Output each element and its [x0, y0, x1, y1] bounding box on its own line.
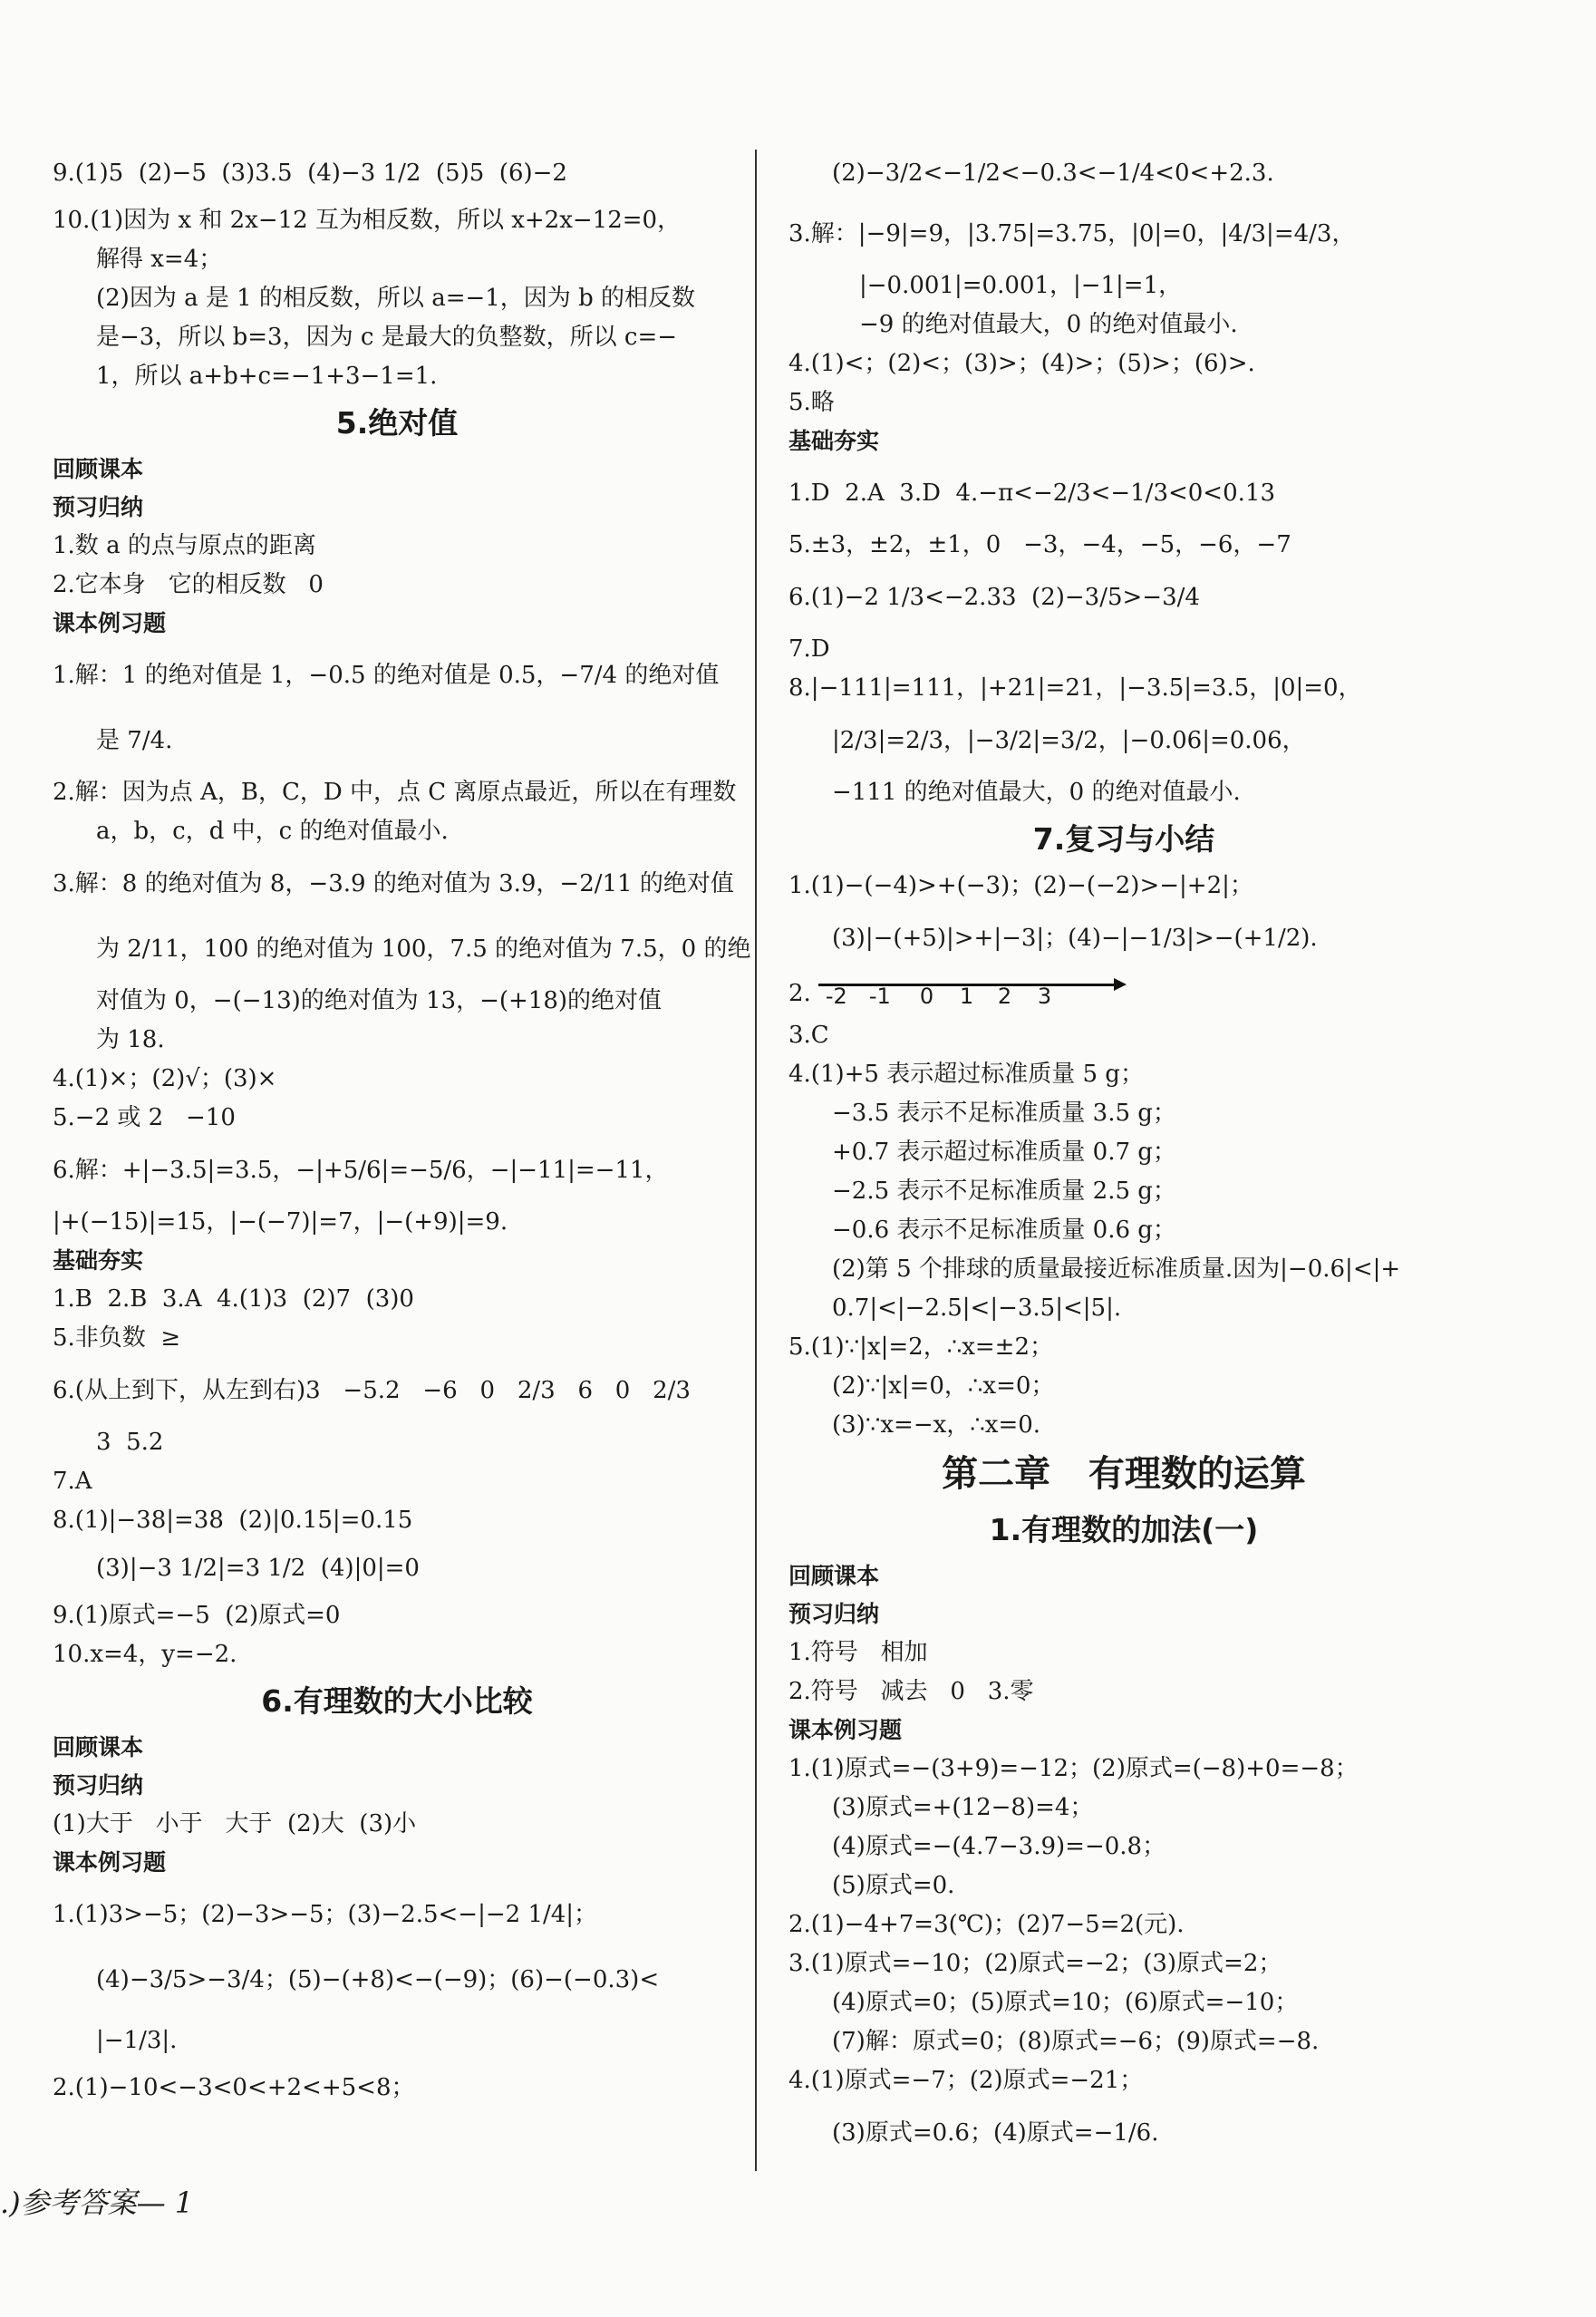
- answer-line: 1.数 a 的点与原点的距离: [53, 532, 316, 559]
- answer-line: 5.(1)∵|x|=2，∴x=±2；: [788, 1333, 1054, 1361]
- answer-line: (3)|−3 1/2|=3 1/2 (4)|0|=0: [96, 1555, 420, 1582]
- answer-line: 3.C: [788, 1022, 829, 1049]
- column-divider: [755, 150, 757, 2171]
- answer-line: 3.解：|−9|=9，|3.75|=3.75，|0|=0，|4/3|=4/3，: [788, 220, 1356, 247]
- answer-line: −111 的绝对值最大，0 的绝对值最小.: [832, 779, 1241, 806]
- answer-line: |2/3|=2/3，|−3/2|=3/2，|−0.06|=0.06，: [832, 727, 1306, 754]
- answer-line: 5.−2 或 2 −10: [53, 1104, 236, 1131]
- chapter-title: 第二章 有理数的运算: [942, 1453, 1306, 1495]
- answer-line: 6.解：+|−3.5|=3.5，−|+5/6|=−5/6，−|−11|=−11，: [53, 1157, 669, 1184]
- subheading: 基础夯实: [53, 1247, 144, 1274]
- answer-line: (2)∵|x|=0，∴x=0；: [832, 1372, 1055, 1400]
- answer-line: 解得 x=4；: [96, 246, 223, 273]
- answer-line: 5.±3，±2，±1，0 −3，−4，−5，−6，−7: [788, 531, 1291, 558]
- answer-line: −2.5 表示不足标准质量 2.5 g；: [832, 1178, 1176, 1205]
- answer-line: 为 2/11，100 的绝对值为 100，7.5 的绝对值为 7.5，0 的绝: [96, 936, 751, 963]
- answer-line: 是 7/4.: [96, 727, 173, 754]
- answer-line: |−0.001|=0.001，|−1|=1，: [859, 272, 1183, 299]
- answer-line: 3.(1)原式=−10；(2)原式=−2；(3)原式=2；: [788, 1950, 1282, 1977]
- number-line-tick: -1: [868, 984, 891, 1009]
- subheading: 回顾课本: [788, 1563, 880, 1589]
- answer-line: 5.非负数 ≥: [53, 1324, 181, 1352]
- arrow-right-icon: [1114, 978, 1127, 991]
- answer-line: 6.(从上到下，从左到右)3 −5.2 −6 0 2/3 6 0 2/3: [53, 1377, 691, 1404]
- subheading: 回顾课本: [53, 456, 144, 482]
- answer-line: (4)原式=−(4.7−3.9)=−0.8；: [832, 1833, 1166, 1860]
- subheading: 预习归纳: [53, 494, 144, 520]
- left-column: [53, 145, 751, 2108]
- answer-line: (4)−3/5>−3/4；(5)−(+8)<−(−9)；(6)−(−0.3)<: [96, 1966, 660, 1993]
- answer-line: 3 5.2: [96, 1429, 164, 1456]
- number-line-tick: 3: [1037, 984, 1052, 1009]
- answer-line: 为 18.: [96, 1026, 165, 1053]
- number-line-tick: 2: [997, 984, 1012, 1009]
- answer-line: 8.(1)|−38|=38 (2)|0.15|=0.15: [53, 1507, 413, 1534]
- answer-line: (2)−3/2<−1/2<−0.3<−1/4<0<+2.3.: [832, 160, 1274, 187]
- answer-line: 是−3，所以 b=3，因为 c 是最大的负整数，所以 c=−: [96, 324, 678, 351]
- answer-line: 2.它本身 它的相反数 0: [53, 571, 324, 598]
- answer-line: 10.(1)因为 x 和 2x−12 互为相反数，所以 x+2x−12=0，: [53, 207, 682, 234]
- subheading: 预习归纳: [53, 1772, 144, 1798]
- answer-line: 6.(1)−2 1/3<−2.33 (2)−3/5>−3/4: [788, 584, 1200, 611]
- number-line-tick: 0: [919, 984, 934, 1009]
- answer-line: 3.解：8 的绝对值为 8，−3.9 的绝对值为 3.9，−2/11 的绝对值: [53, 870, 734, 897]
- number-line-tick: 1: [959, 984, 974, 1009]
- answer-line: 4.(1)+5 表示超过标准质量 5 g；: [788, 1061, 1144, 1088]
- subheading: 预习归纳: [788, 1601, 880, 1627]
- answer-line: (3)原式=+(12−8)=4；: [832, 1794, 1094, 1821]
- section-title: 7.复习与小结: [1032, 821, 1215, 857]
- answer-line: (2)第 5 个排球的质量最接近标准质量.因为|−0.6|<|+: [832, 1255, 1401, 1283]
- subheading: 课本例习题: [53, 610, 167, 636]
- answer-line: a，b，c，d 中，c 的绝对值最小.: [96, 818, 449, 845]
- answer-line: (7)解：原式=0；(8)原式=−6；(9)原式=−8.: [832, 2028, 1320, 2055]
- answer-line: 7.A: [53, 1468, 92, 1495]
- number-line-tick: -2: [825, 984, 847, 1009]
- answer-line: 2.解：因为点 A，B，C，D 中，点 C 离原点最近，所以在有理数: [53, 779, 737, 806]
- section-title: 6.有理数的大小比较: [261, 1683, 533, 1719]
- answer-line: 8.|−111|=111，|+21|=21，|−3.5|=3.5，|0|=0，: [788, 674, 1362, 702]
- subheading: 课本例习题: [53, 1849, 167, 1876]
- answer-line: |−1/3|.: [96, 2027, 178, 2054]
- answer-line: 对值为 0，−(−13)的绝对值为 13，−(+18)的绝对值: [96, 987, 663, 1014]
- answer-line: 2.(1)−10<−3<0<+2<+5<8；: [53, 2074, 415, 2101]
- answer-line: +0.7 表示超过标准质量 0.7 g；: [832, 1139, 1176, 1166]
- answer-line: 1.符号 相加: [788, 1639, 928, 1666]
- answer-line: (3)∵x=−x，∴x=0.: [832, 1411, 1041, 1439]
- section-title: 1.有理数的加法(一): [989, 1512, 1259, 1547]
- answer-line: −3.5 表示不足标准质量 3.5 g；: [832, 1100, 1176, 1127]
- answer-line: 10.x=4，y=−2.: [53, 1641, 237, 1668]
- answer-line: 4.(1)×；(2)√；(3)×: [53, 1065, 277, 1092]
- answer-line: 4.(1)<；(2)<；(3)>；(4)>；(5)>；(6)>.: [788, 350, 1255, 377]
- answer-line: (5)原式=0.: [832, 1872, 955, 1899]
- answer-line: 9.(1)原式=−5 (2)原式=0: [53, 1602, 341, 1629]
- answer-line: (3)原式=0.6；(4)原式=−1/6.: [832, 2119, 1159, 2147]
- answer-line: 7.D: [788, 635, 830, 663]
- answer-line: 0.7|<|−2.5|<|−3.5|<|5|.: [832, 1294, 1122, 1322]
- answer-line: −9 的绝对值最大，0 的绝对值最小.: [859, 311, 1238, 338]
- answer-line: 9.(1)5 (2)−5 (3)3.5 (4)−3 1/2 (5)5 (6)−2: [53, 160, 567, 187]
- answer-line: 1.(1)3>−5；(2)−3>−5；(3)−2.5<−|−2 1/4|；: [53, 1901, 598, 1928]
- right-column: [788, 145, 1459, 2166]
- answer-line: |+(−15)|=15，|−(−7)|=7，|−(+9)|=9.: [53, 1208, 508, 1236]
- answer-line: 1.D 2.A 3.D 4.−π<−2/3<−1/3<0<0.13: [788, 480, 1275, 507]
- answer-line: 2.(1)−4+7=3(℃)；(2)7−5=2(元).: [788, 1911, 1185, 1938]
- answer-line: 2.符号 减去 0 3.零: [788, 1678, 1034, 1705]
- answer-line: 5.略: [788, 389, 835, 416]
- answer-line: 1.解：1 的绝对值是 1，−0.5 的绝对值是 0.5，−7/4 的绝对值: [53, 662, 720, 689]
- section-title: 5.绝对值: [335, 405, 459, 441]
- answer-line: 4.(1)原式=−7；(2)原式=−21；: [788, 2067, 1144, 2094]
- subheading: 回顾课本: [53, 1734, 144, 1760]
- number-line-label: 2.: [788, 980, 811, 1007]
- answer-line: 1.B 2.B 3.A 4.(1)3 (2)7 (3)0: [53, 1285, 414, 1313]
- answer-line: 1.(1)原式=−(3+9)=−12；(2)原式=(−8)+0=−8；: [788, 1755, 1359, 1782]
- answer-line: 1，所以 a+b+c=−1+3−1=1.: [96, 363, 438, 390]
- subheading: 课本例习题: [788, 1717, 903, 1743]
- answer-line: (2)因为 a 是 1 的相反数，所以 a=−1，因为 b 的相反数: [96, 285, 695, 312]
- answer-line: 1.(1)−(−4)>+(−3)；(2)−(−2)>−|+2|；: [788, 872, 1253, 899]
- answer-line: (4)原式=0；(5)原式=10；(6)原式=−10；: [832, 1989, 1299, 2016]
- number-line-answer: [788, 971, 1459, 1016]
- page-footer: .)参考答案— 1: [0, 2186, 194, 2220]
- answer-line: (3)|−(+5)|>+|−3|；(4)−|−1/3|>−(+1/2).: [832, 925, 1318, 952]
- subheading: 基础夯实: [788, 428, 880, 454]
- answer-line: (1)大于 小于 大于 (2)大 (3)小: [53, 1810, 417, 1837]
- answer-line: −0.6 表示不足标准质量 0.6 g；: [832, 1217, 1176, 1244]
- number-line: [818, 973, 1127, 1014]
